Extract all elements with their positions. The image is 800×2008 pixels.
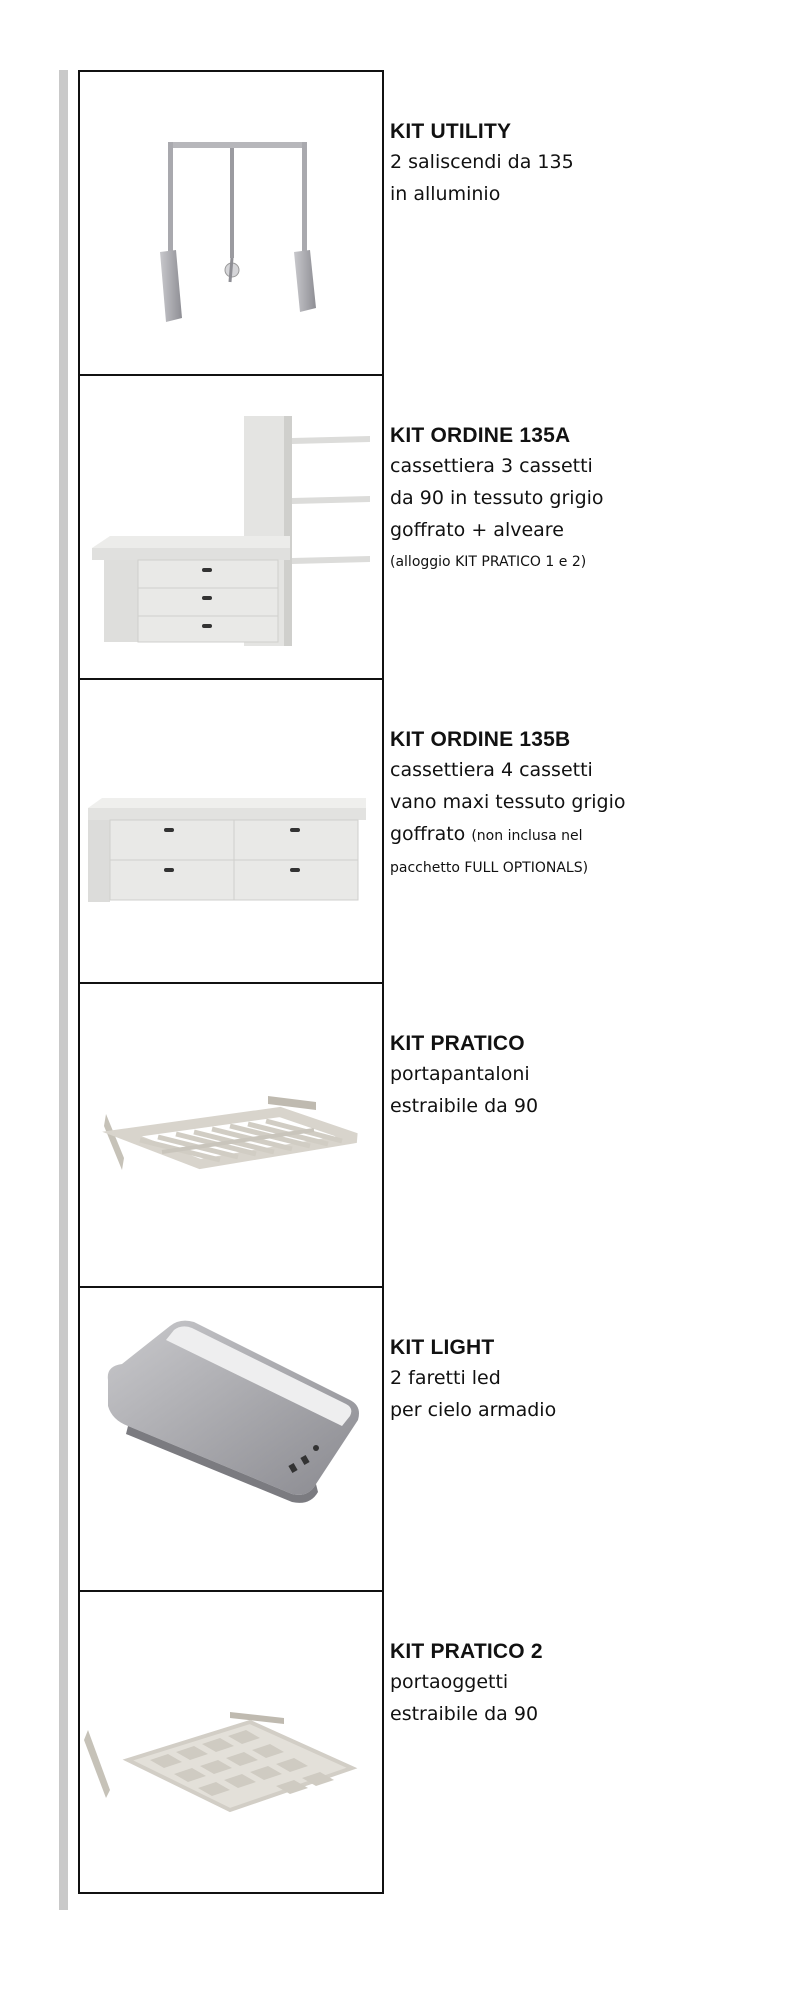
kit-title: KIT ORDINE 135A [390,424,571,447]
kit-line: 2 faretti led [390,1367,501,1389]
kit-line: in alluminio [390,183,501,205]
trouser-rack-icon [80,984,382,1286]
kit-line: estraibile da 90 [390,1095,539,1117]
kit-line: per cielo armadio [390,1399,557,1421]
kit-row-pratico [78,982,758,1286]
kit-line: goffrato + alveare [390,519,564,541]
kit-title: KIT LIGHT [390,1336,495,1359]
kit-row-ordine-135a [78,374,758,678]
kit-desc-pratico [390,1030,770,1122]
pull-down-rail-icon [80,72,382,374]
kit-desc-ordine-135b [390,726,770,884]
kit-title: KIT UTILITY [390,120,512,143]
kit-image-utility [78,70,384,374]
organizer-tray-icon [80,1592,382,1894]
kit-line: da 90 in tessuto grigio [390,487,604,509]
drawer-unit-shelves-icon [80,376,382,678]
kit-line: 2 saliscendi da 135 [390,151,574,173]
kit-image-light [78,1286,384,1590]
kit-title: KIT PRATICO [390,1032,525,1055]
kit-image-ordine-135b [78,678,384,982]
kit-note-inline: (non inclusa nel [471,828,583,844]
kit-line: portapantaloni [390,1063,530,1085]
kit-note: pacchetto FULL OPTIONALS) [390,860,589,876]
kit-desc-utility [390,118,770,210]
kit-title: KIT PRATICO 2 [390,1640,543,1663]
kit-desc-ordine-135a [390,422,770,578]
four-drawer-unit-icon [80,680,382,982]
kit-line-main: goffrato [390,823,472,845]
kit-note: (alloggio KIT PRATICO 1 e 2) [390,554,587,570]
page-side-bar [59,70,68,1910]
kit-desc-pratico-2 [390,1638,770,1730]
kit-line: cassettiera 3 cassetti [390,455,593,477]
kit-line: estraibile da 90 [390,1703,539,1725]
kit-title: KIT ORDINE 135B [390,728,571,751]
kit-line: portaoggetti [390,1671,509,1693]
kit-list [78,70,758,1894]
kit-row-ordine-135b [78,678,758,982]
kit-row-utility [78,70,758,374]
kit-image-ordine-135a [78,374,384,678]
kit-line: vano maxi tessuto grigio [390,791,626,813]
kit-image-pratico-2 [78,1590,384,1894]
kit-row-pratico-2 [78,1590,758,1894]
led-light-icon [80,1288,382,1590]
kit-row-light [78,1286,758,1590]
kit-desc-light [390,1334,770,1426]
kit-image-pratico [78,982,384,1286]
kit-line: cassettiera 4 cassetti [390,759,593,781]
kit-line-mixed [390,818,770,852]
